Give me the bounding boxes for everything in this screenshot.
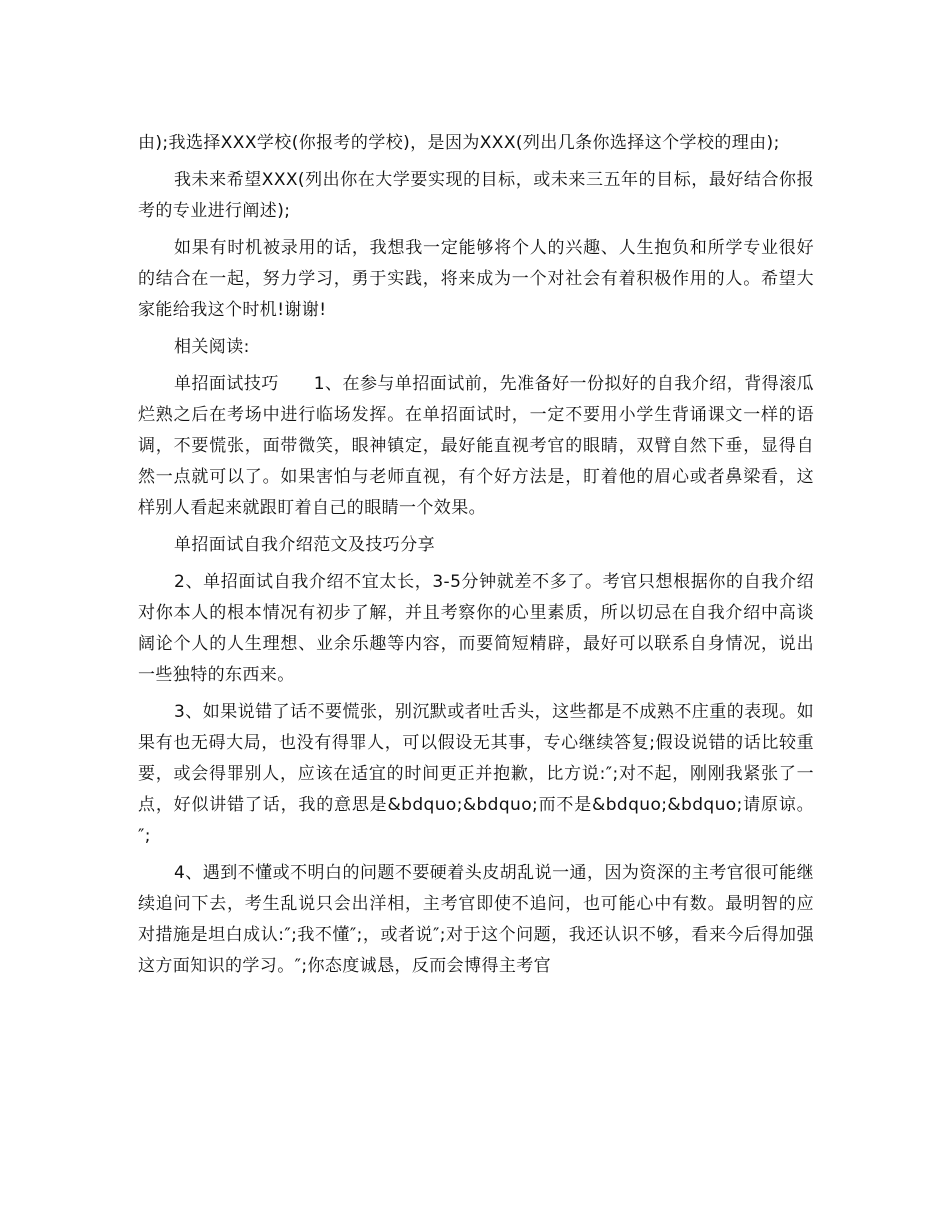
paragraph-tip-4: 4、遇到不懂或不明白的问题不要硬着头皮胡乱说一通，因为资深的主考官很可能继续追问下去，考生乱说只会出洋相，主考官即使不追问，也可能心中有数。最明智的应对措施是坦白成认:″;我不懂″;，或者说″;对于这个问题，我还认识不够，看来今后得加强这方面知识的学习。″;你态度诚恳，反而会博得主考官 (138, 863, 814, 976)
paragraph-tip-3: 3、如果说错了话不要慌张，别沉默或者吐舌头，这些都是不成熟不庄重的表现。如果有也无碍大局，也没有得罪人，可以假设无其事，专心继续答复;假设说错的话比较重要，或会得罪别人，应该在适宜的时间更正并抱歉，比方说:″;对不起，刚刚我紧张了一点，好似讲错了话，我的意思是&bdquo;&bdquo;而不是&bdquo;&bdquo;请原谅。″; (138, 702, 814, 846)
section-heading-self-intro: 单招面试自我介绍范文及技巧分享 (174, 535, 435, 555)
paragraph-interview-tips: 单招面试技巧 1、在参与单招面试前，先准备好一份拟好的自我介绍，背得滚瓜烂熟之后在考场中进行临场发挥。在单招面试时，一定不要用小学生背诵课文一样的语调，不要慌张，面带微笑，眼神镇定，最好能直视考官的眼睛，双臂自然下垂，显得自然一点就可以了。如果害怕与老师直视，有个好方法是，盯着他的眉心或者鼻梁看，这样别人看起来就跟盯着自己的眼睛一个效果。 (138, 374, 814, 518)
paragraph-1: 由);我选择XXX学校(你报考的学校)，是因为XXX(列出几条你选择这个学校的理由); (138, 133, 780, 153)
paragraph-2: 我未来希望XXX(列出你在大学要实现的目标，或未来三五年的目标，最好结合你报考的专业进行阐述); (138, 170, 814, 221)
document-body (138, 128, 814, 988)
paragraph-3: 如果有时机被录用的话，我想我一定能够将个人的兴趣、人生抱负和所学专业很好的结合在一起，努力学习，勇于实践，将来成为一个对社会有着积极作用的人。希望大家能给我这个时机!谢谢! (138, 238, 814, 320)
related-reading-heading: 相关阅读: (174, 337, 250, 357)
paragraph-tip-2: 2、单招面试自我介绍不宜太长，3-5分钟就差不多了。考官只想根据你的自我介绍对你本人的根本情况有初步了解，并且考察你的心里素质，所以切忌在自我介绍中高谈阔论个人的人生理想、业余乐趣等内容，而要简短精辟，最好可以联系自身情况，说出一些独特的东西来。 (138, 572, 814, 685)
